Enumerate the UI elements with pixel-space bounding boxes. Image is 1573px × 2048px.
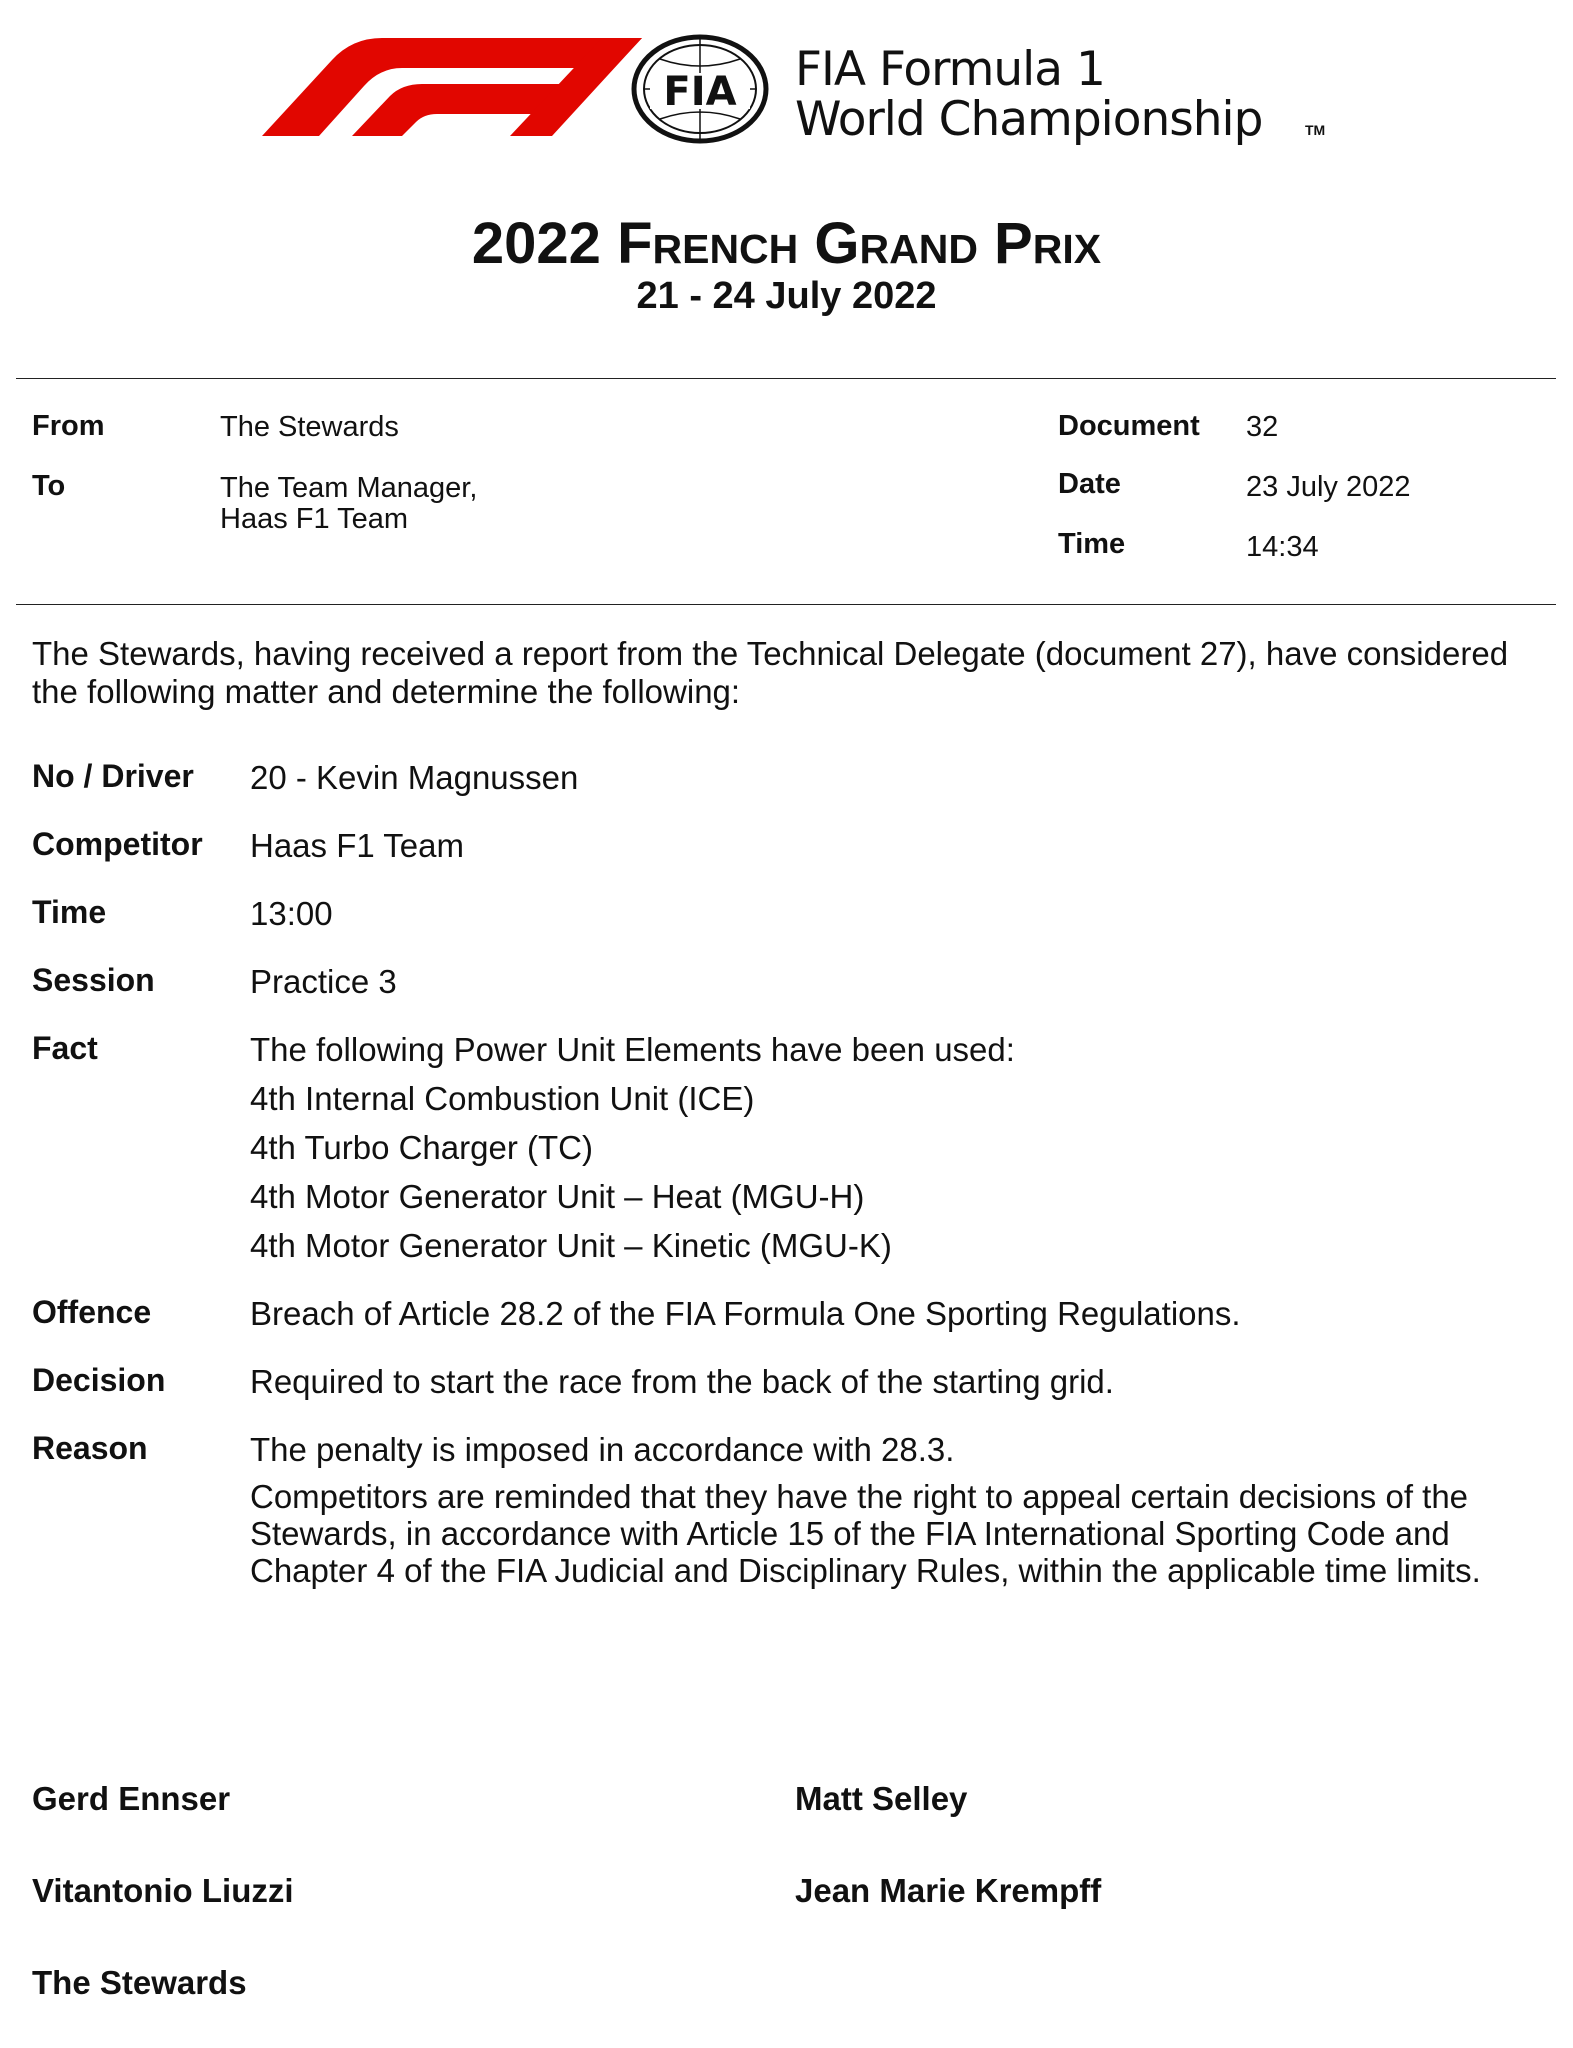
reason-value — [250, 1431, 1550, 1599]
divider-bottom — [16, 604, 1556, 605]
event-title-year: 2022 — [471, 211, 601, 276]
steward-signature: Vitantonio Liuzzi — [32, 1872, 294, 1909]
event-title-name: French Grand Prix — [617, 211, 1102, 276]
date-value: 23 July 2022 — [1246, 471, 1411, 503]
brand-line-2: World Championship — [795, 92, 1263, 147]
driver-label: No / Driver — [32, 758, 194, 794]
steward-signature: Matt Selley — [795, 1780, 968, 1817]
fact-line: 4th Internal Combustion Unit (ICE) — [250, 1080, 755, 1117]
fia-logo — [630, 33, 770, 145]
divider-top — [16, 378, 1556, 379]
brand-line-1: FIA Formula 1 — [795, 42, 1105, 97]
fact-label: Fact — [32, 1030, 98, 1066]
time-offence-value: 13:00 — [250, 895, 333, 932]
reason-line: Competitors are reminded that they have the right to appeal certain decisions of the Stewards, in accordance with Article 15 of the FIA International Sporting Code and Chapter 4 of the FIA Judicial and Disciplinary Rules, within the applicable time limits. — [250, 1478, 1481, 1589]
decision-value: Required to start the race from the back of the starting grid. — [250, 1363, 1114, 1400]
f1-logo — [262, 38, 642, 138]
to-value: The Team Manager, Haas F1 Team — [220, 472, 478, 535]
reason-line: The penalty is imposed in accordance with 28.3. — [250, 1431, 955, 1468]
fact-line: 4th Turbo Charger (TC) — [250, 1129, 593, 1166]
date-label: Date — [1058, 468, 1121, 500]
fact-value — [250, 1031, 1550, 1276]
event-title — [0, 212, 1573, 276]
offence-label: Offence — [32, 1294, 152, 1330]
offence-value: Breach of Article 28.2 of the FIA Formula One Sporting Regulations. — [250, 1295, 1241, 1332]
stewards-footer: The Stewards — [32, 1964, 247, 2001]
from-label: From — [32, 410, 105, 442]
steward-signature: Gerd Ennser — [32, 1780, 231, 1817]
fact-line: The following Power Unit Elements have been used: — [250, 1031, 1015, 1068]
reason-label: Reason — [32, 1430, 148, 1466]
time-offence-label: Time — [32, 894, 107, 930]
fact-line: 4th Motor Generator Unit – Heat (MGU-H) — [250, 1178, 865, 1215]
competitor-value: Haas F1 Team — [250, 827, 464, 864]
intro-paragraph: The Stewards, having received a report from the Technical Delegate (document 27), have considered the following matter and determine the following: — [32, 635, 1509, 710]
from-value: The Stewards — [220, 411, 399, 443]
document-value: 32 — [1246, 411, 1279, 443]
time-label: Time — [1058, 528, 1126, 560]
svg-text:FIA: FIA — [663, 69, 737, 115]
decision-label: Decision — [32, 1362, 166, 1398]
steward-signature: Jean Marie Krempff — [795, 1872, 1102, 1909]
competitor-label: Competitor — [32, 826, 203, 862]
session-label: Session — [32, 962, 155, 998]
fact-line: 4th Motor Generator Unit – Kinetic (MGU-K) — [250, 1227, 892, 1264]
session-value: Practice 3 — [250, 963, 397, 1000]
to-label: To — [32, 470, 66, 502]
trademark: TM — [1305, 122, 1326, 138]
driver-value: 20 - Kevin Magnussen — [250, 759, 579, 796]
document-label: Document — [1058, 410, 1200, 442]
event-dates: 21 - 24 July 2022 — [636, 275, 937, 317]
time-value: 14:34 — [1246, 531, 1319, 563]
